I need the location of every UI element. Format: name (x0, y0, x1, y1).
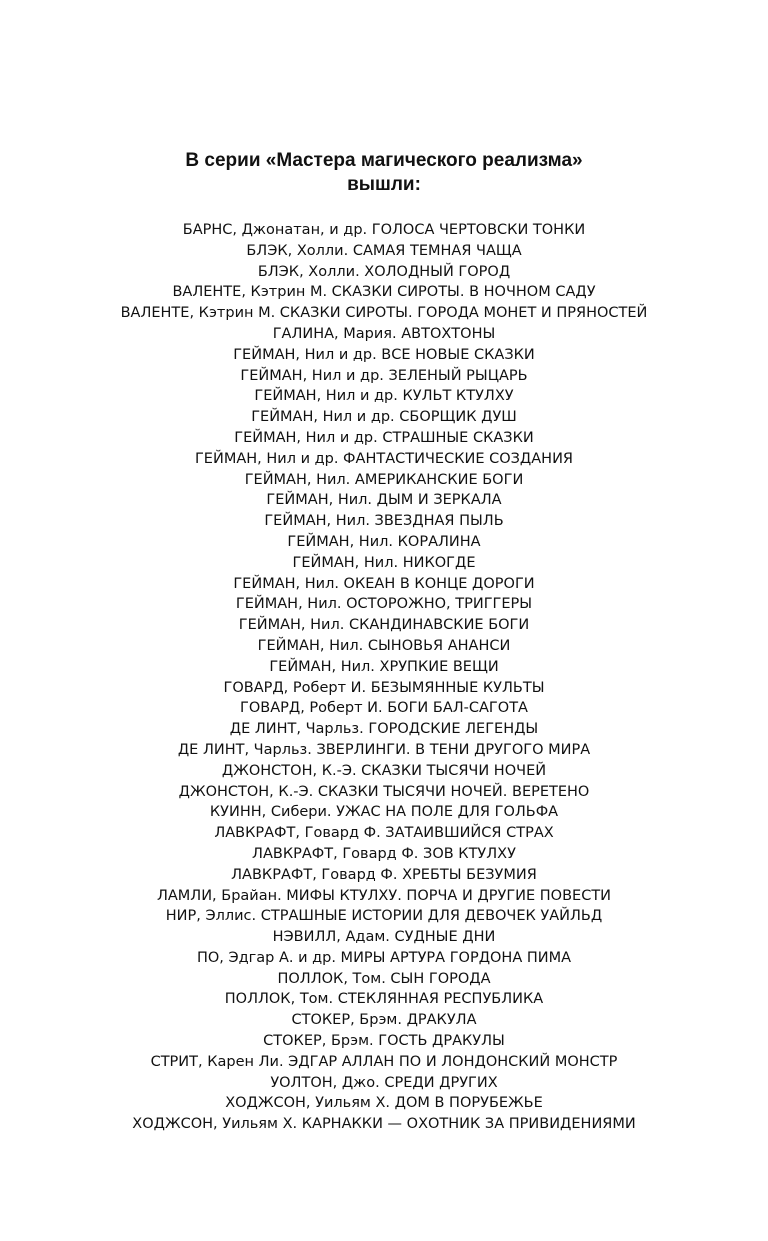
book-entry: ВАЛЕНТЕ, Кэтрин М. СКАЗКИ СИРОТЫ. ГОРОДА МОНЕТ И ПРЯНОСТЕЙ (120, 305, 648, 322)
book-entry: ПО, Эдгар А. и др. МИРЫ АРТУРА ГОРДОНА ПИМА (196, 949, 572, 966)
book-entry: ГОВАРД, Роберт И. БОГИ БАЛ-САГОТА (240, 700, 528, 717)
book-entry: ГАЛИНА, Мария. АВТОХТОНЫ (272, 325, 496, 342)
published-books-list (0, 220, 768, 1135)
series-heading (0, 149, 768, 197)
book-entry: ДЖОНСТОН, К.-Э. СКАЗКИ ТЫСЯЧИ НОЧЕЙ (221, 762, 547, 779)
book-entry: ГЕЙМАН, Нил и др. ВСЕ НОВЫЕ СКАЗКИ (233, 346, 535, 363)
book-entry: ПОЛЛОК, Том. СТЕКЛЯННАЯ РЕСПУБЛИКА (224, 991, 544, 1008)
book-entry: БЛЭК, Холли. ХОЛОДНЫЙ ГОРОД (257, 263, 511, 280)
book-entry: ГЕЙМАН, Нил. АМЕРИКАНСКИЕ БОГИ (244, 471, 524, 488)
book-entry: ДЖОНСТОН, К.-Э. СКАЗКИ ТЫСЯЧИ НОЧЕЙ. ВЕРЕТЕНО (178, 783, 590, 800)
book-entry: ЛАМЛИ, Брайан. МИФЫ КТУЛХУ. ПОРЧА И ДРУГИЕ ПОВЕСТИ (156, 887, 612, 904)
book-entry: ГЕЙМАН, Нил и др. ФАНТАСТИЧЕСКИЕ СОЗДАНИЯ (194, 450, 574, 467)
book-entry: ГЕЙМАН, Нил. ОСТОРОЖНО, ТРИГГЕРЫ (235, 596, 533, 613)
book-entry: БЛЭК, Холли. САМАЯ ТЕМНАЯ ЧАЩА (246, 242, 522, 259)
book-entry: СТОКЕР, Брэм. ГОСТЬ ДРАКУЛЫ (263, 1033, 505, 1050)
book-entry: ДЕ ЛИНТ, Чарльз. ГОРОДСКИЕ ЛЕГЕНДЫ (229, 721, 539, 738)
book-entry: ХОДЖСОН, Уильям Х. ДОМ В ПОРУБЕЖЬЕ (225, 1095, 543, 1112)
book-entry: ГЕЙМАН, Нил. НИКОГДЕ (292, 554, 476, 571)
book-entry: ХОДЖСОН, Уильям Х. КАРНАККИ — ОХОТНИК ЗА ПРИВИДЕНИЯМИ (132, 1116, 636, 1133)
book-entry: ГЕЙМАН, Нил и др. ЗЕЛЕНЫЙ РЫЦАРЬ (240, 367, 528, 384)
book-entry: КУИНН, Сибери. УЖАС НА ПОЛЕ ДЛЯ ГОЛЬФА (209, 804, 559, 821)
book-entry: ГЕЙМАН, Нил. КОРАЛИНА (287, 533, 481, 550)
series-heading-line-2: вышли: (347, 174, 421, 195)
book-entry: ГЕЙМАН, Нил и др. СТРАШНЫЕ СКАЗКИ (234, 429, 534, 446)
book-entry: ГЕЙМАН, Нил. ХРУПКИЕ ВЕЩИ (269, 658, 499, 675)
book-entry: НЭВИЛЛ, Адам. СУДНЫЕ ДНИ (272, 929, 496, 946)
book-entry: УОЛТОН, Джо. СРЕДИ ДРУГИХ (270, 1074, 498, 1091)
book-entry: ГЕЙМАН, Нил и др. СБОРЩИК ДУШ (251, 409, 517, 426)
book-entry: ПОЛЛОК, Том. СЫН ГОРОДА (277, 970, 491, 987)
book-entry: ГЕЙМАН, Нил. СЫНОВЬЯ АНАНСИ (257, 637, 511, 654)
book-entry: ВАЛЕНТЕ, Кэтрин М. СКАЗКИ СИРОТЫ. В НОЧНОМ САДУ (172, 284, 596, 301)
book-entry: ЛАВКРАФТ, Говард Ф. ЗАТАИВШИЙСЯ СТРАХ (214, 825, 554, 842)
book-entry: ГЕЙМАН, Нил. ДЫМ И ЗЕРКАЛА (266, 492, 502, 509)
book-entry: НИР, Эллис. СТРАШНЫЕ ИСТОРИИ ДЛЯ ДЕВОЧЕК УАЙЛЬД (165, 908, 603, 925)
book-entry: ГЕЙМАН, Нил. ЗВЕЗДНАЯ ПЫЛЬ (264, 513, 504, 530)
book-entry: ДЕ ЛИНТ, Чарльз. ЗВЕРЛИНГИ. В ТЕНИ ДРУГОГО МИРА (177, 741, 591, 758)
book-entry: БАРНС, Джонатан, и др. ГОЛОСА ЧЕРТОВСКИ ТОНКИ (182, 222, 586, 238)
book-entry: СТОКЕР, Брэм. ДРАКУЛА (291, 1012, 477, 1029)
book-entry: ГЕЙМАН, Нил. ОКЕАН В КОНЦЕ ДОРОГИ (233, 575, 535, 592)
book-entry: ГЕЙМАН, Нил. СКАНДИНАВСКИЕ БОГИ (238, 617, 530, 634)
book-entry: ГЕЙМАН, Нил и др. КУЛЬТ КТУЛХУ (254, 388, 514, 405)
book-entry: СТРИТ, Карен Ли. ЭДГАР АЛЛАН ПО И ЛОНДОНСКИЙ МОНСТР (150, 1053, 618, 1070)
series-heading-line-1: В серии «Мастера магического реализма» (185, 150, 583, 171)
book-entry: ЛАВКРАФТ, Говард Ф. ХРЕБТЫ БЕЗУМИЯ (231, 866, 537, 883)
book-entry: ЛАВКРАФТ, Говард Ф. ЗОВ КТУЛХУ (252, 845, 516, 862)
book-entry: ГОВАРД, Роберт И. БЕЗЫМЯННЫЕ КУЛЬТЫ (223, 679, 545, 696)
